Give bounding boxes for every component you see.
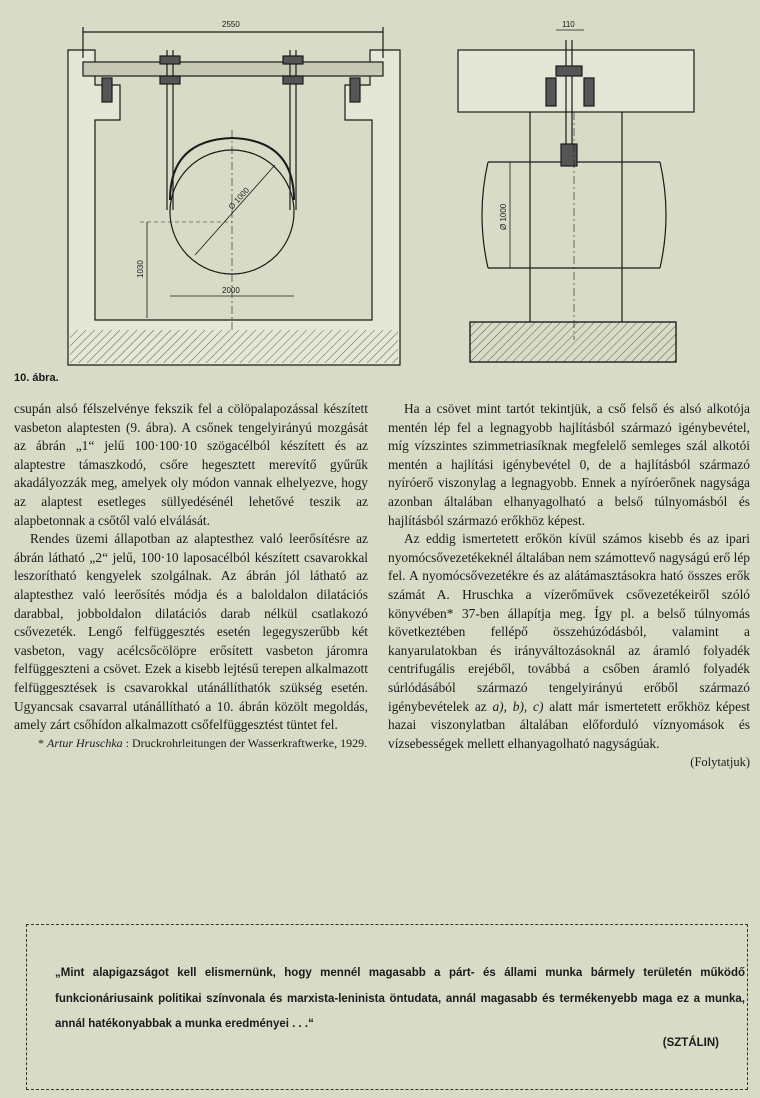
dim-base-width: 2000 [222,286,240,295]
right-paragraph-2-abc: a), b), c) [492,698,544,714]
dim-width-top: 2550 [222,20,240,29]
left-paragraph-2: Rendes üzemi állapotban az alaptesthez való leerősítésre az ábrán látható „2“ jelű, 100·10 laposacélból készített csavarokkal leszorítható kengyelek szolgálnak. Az ábrán jól látható az alaptesthez való leerősítés módja és a baloldalon dilatációs darabbal, jobboldalon dilatációs darab nélkül csatlakozó csővezeték. Lengő felfüggesztés esetén legegyszerűbb két vasbeton, vagy acélcsőcölöpre erősített vasbeton járomra felfüggeszteni a csövet. Ezek a kisebb lejtésű terepen alkalmazott felfüggesztések is csavarokkal utánállíthatók szükség esetén. Ugyancsak csavarral utánállítható a 10. ábrán közölt megoldás, amely zárt csőhídon alkalmazott csőfelfüggesztést tüntet fel. [14,531,368,733]
quote-author: (SZTÁLIN) [662,1037,719,1049]
engineering-drawing [0,0,760,395]
left-paragraph-1: csupán alsó félszelvénye fekszik fel a cölöpalapozással készített vasbeton alaptesten (9. ábra). A csőnek tengelyirányú mozgását az ábrán „1“ jelű 100·100·10 szögacélból készített és az alaptestre támaszkodó, csőre hegesztett merevítő gyűrűk akadályozzák meg, amelyek oly módon vannak elhelyezve, hogy az alaptest esetleges süllyedésénél lehetővé teszik az alapbetonnak a csőtől való elválását. [14,401,368,528]
right-paragraph-2 [388,530,750,753]
dim-top-right: 110 [562,20,575,29]
left-column [14,400,368,751]
footnote-text: : Druckrohrleitungen der Wasserkraftwerke, 1929. [125,735,368,750]
right-column [388,400,750,772]
dim-dia-right: Ø 1000 [499,203,508,230]
right-paragraph-2-b: alatt már ismertetett erőkhöz képest hazai viszonylatban általában előforduló víznyomások és vízsebességek mellett elhanyagolható nagyságúak. [388,698,750,751]
dim-height: 1030 [136,260,145,278]
figure-caption: 10. ábra. [14,372,59,384]
dim-dia-left: Ø 1000 [226,185,252,212]
continued-note: (Folytatjuk) [690,755,750,770]
quote-box [26,924,748,1090]
right-paragraph-1: Ha a csövet mint tartót tekintjük, a cső felső és alsó alkotója mentén lép fel a legnagyobb hajlításból származó igénybevétel, míg vízszintes szimmetriasíknak megfelelő semleges szál alkotói mentén a hajlítási igénybevétel 0, de a hajlításból származó nyíróerő viszonylag a legnagyobb. Ennek a nyíróerőnek nagysága azonban általában elhanyagolható a belső túlnyomásból és hajlításból származó erőkhöz képest. [388,401,750,528]
right-paragraph-2-a: Az eddig ismertetett erőkön kívül számos kisebb és az ipari nyomócsővezetékeknél általában nem számottevő nagyságú erő lép fel. A nyomócsővezetékre és az alátámasztásokra ható összes erők számát A. Hruschka a vízerőművek csővezetékeiről szóló könyvében* 37-ben állapítja meg. Így pl. a belső túlnyomás következtében fellépő összehúzódásból, valamint a kanyarulatokban és irányváltozásoknál az áramló folyadék centrifugális erejéből, továbbá a csőben áramló folyadék súrlódásából származó tengelyirányú erőből származó igénybevételek az [388,531,750,714]
footnote: * Artur Hruschka : Druckrohrleitungen der Wasserkraftwerke, 1929. [38,735,368,750]
footnote-author: Artur Hruschka [47,735,123,750]
quote-text: „Mint alapigazságot kell elismernünk, hogy mennél magasabb a párt- és állami munka bármely területén működő funkcionáriusaink politikai színvonala és marxista-leninista öntudata, annál magasabb és termékenyebb maga ez a munka, annál hatékonyabbak a munka eredményei . . .“ [55,967,745,1030]
figure-10 [0,0,760,395]
